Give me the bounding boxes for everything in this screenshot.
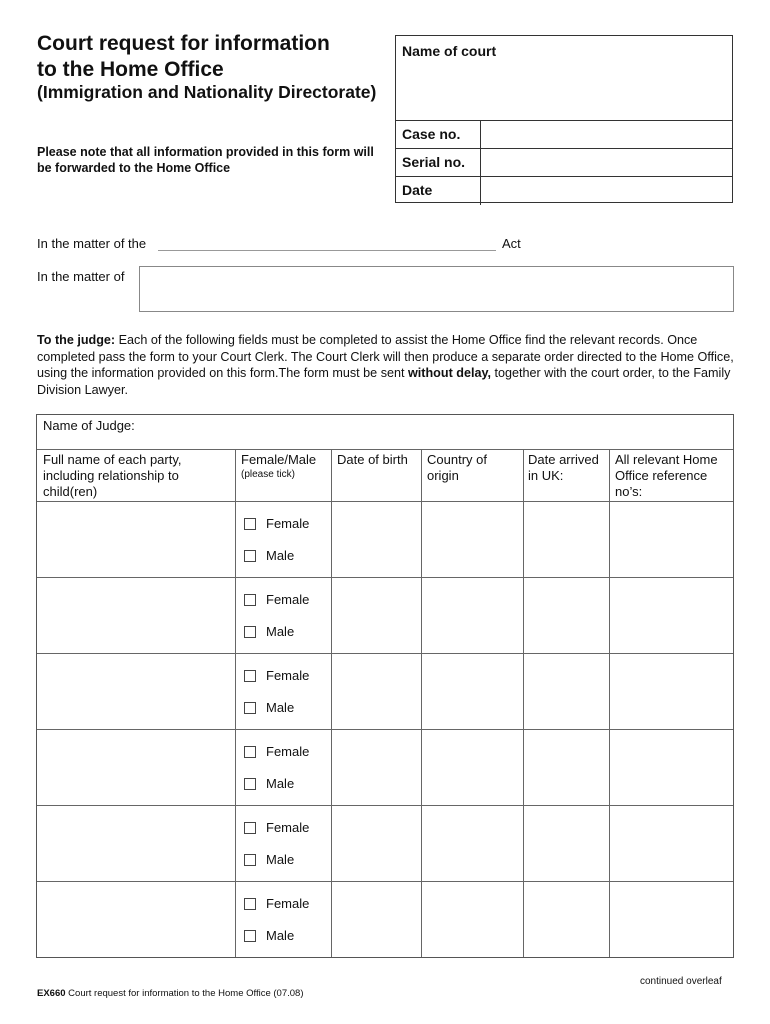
male-checkbox[interactable] — [244, 930, 256, 942]
female-label: Female — [266, 820, 310, 835]
column-header-dob: Date of birth — [337, 452, 408, 467]
column-divider — [523, 449, 524, 957]
male-label: Male — [266, 776, 295, 791]
female-checkbox[interactable] — [244, 670, 256, 682]
act-label: Act — [502, 236, 521, 251]
matter-of-field[interactable] — [139, 266, 734, 312]
party-details-table — [36, 414, 734, 958]
date-field[interactable] — [480, 177, 732, 205]
case-no-label: Case no. — [402, 126, 461, 142]
continued-overleaf: continued overleaf — [640, 976, 722, 987]
instructions-text-2: together with the court order, to the Family Division Lawyer. — [37, 366, 731, 397]
serial-no-row — [396, 148, 732, 177]
form-title-line-1: Court request for information — [37, 32, 330, 55]
date-label: Date — [402, 182, 433, 198]
court-details-box — [395, 35, 733, 203]
row-divider — [37, 449, 733, 450]
form-subtitle: (Immigration and Nationality Directorate) — [37, 82, 377, 102]
column-header-name: Full name of each party, including relationship to child(ren) — [43, 452, 182, 499]
male-label: Male — [266, 624, 295, 639]
column-header-sex — [241, 452, 331, 481]
male-label: Male — [266, 852, 295, 867]
form-code: EX660 — [37, 988, 66, 999]
female-checkbox[interactable] — [244, 594, 256, 606]
matter-act-label: In the matter of the — [37, 236, 147, 251]
column-header-country: Country of origin — [427, 452, 487, 483]
instructions-text-1: Each of the following fields must be completed to assist the Home Office find the relevant records. Once completed pass the form to your Court Clerk. The Court Clerk will then produce a separate order directed to the Home Office, using the information provided on this form.The form must be sent — [37, 333, 734, 380]
row-divider — [37, 805, 733, 806]
serial-no-field[interactable] — [480, 149, 732, 177]
female-label: Female — [266, 896, 310, 911]
serial-no-label: Serial no. — [402, 154, 466, 170]
column-divider — [609, 449, 610, 957]
instructions-lead: To the judge: — [37, 333, 116, 347]
female-checkbox[interactable] — [244, 898, 256, 910]
row-divider — [37, 653, 733, 654]
case-no-field[interactable] — [480, 121, 732, 149]
male-label: Male — [266, 700, 295, 715]
matter-of-label: In the matter of — [37, 269, 125, 284]
row-divider — [37, 881, 733, 882]
column-divider — [421, 449, 422, 957]
female-label: Female — [266, 592, 310, 607]
date-row — [396, 176, 732, 205]
male-checkbox[interactable] — [244, 778, 256, 790]
form-title-line-2: to the Home Office — [37, 58, 224, 81]
column-header-sex-hint: (please tick) — [241, 469, 295, 480]
matter-act-field[interactable] — [158, 250, 496, 251]
information-note: Please note that all information provided in this form will be forwarded to the Home Office — [37, 145, 374, 175]
male-label: Male — [266, 928, 295, 943]
name-of-court-label: Name of court — [402, 43, 497, 59]
column-header-sex-label: Female/Male — [241, 452, 317, 467]
form-footer-title: Court request for information to the Home Office (07.08) — [65, 988, 304, 999]
female-label: Female — [266, 744, 310, 759]
judge-name-label: Name of Judge: — [43, 418, 135, 433]
male-checkbox[interactable] — [244, 702, 256, 714]
female-checkbox[interactable] — [244, 822, 256, 834]
female-checkbox[interactable] — [244, 746, 256, 758]
row-divider — [37, 501, 733, 502]
female-label: Female — [266, 668, 310, 683]
form-footer — [37, 988, 304, 999]
male-checkbox[interactable] — [244, 550, 256, 562]
male-checkbox[interactable] — [244, 626, 256, 638]
column-divider — [235, 449, 236, 957]
instructions-emphasis: without delay, — [408, 366, 492, 380]
column-divider — [331, 449, 332, 957]
row-divider — [37, 577, 733, 578]
row-divider — [37, 729, 733, 730]
male-checkbox[interactable] — [244, 854, 256, 866]
case-no-row — [396, 120, 732, 149]
judge-instructions — [37, 332, 737, 398]
column-header-arrived: Date arrived in UK: — [528, 452, 599, 483]
male-label: Male — [266, 548, 295, 563]
female-label: Female — [266, 516, 310, 531]
column-header-refs: All relevant Home Office reference no’s: — [615, 452, 718, 499]
form-title — [37, 31, 330, 83]
female-checkbox[interactable] — [244, 518, 256, 530]
